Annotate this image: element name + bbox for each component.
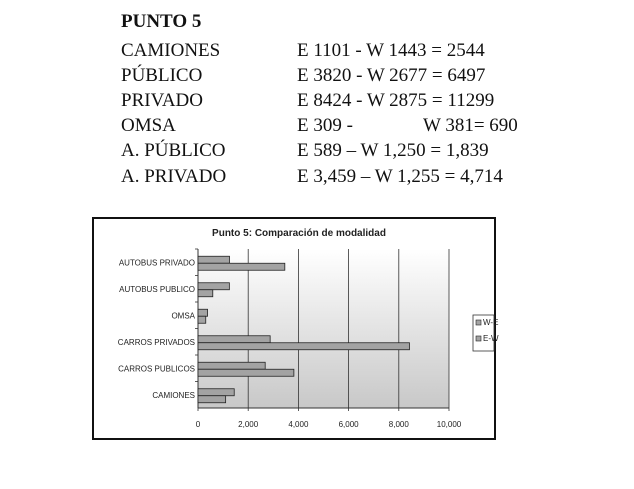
x-tick-label: 4,000	[288, 420, 309, 429]
bar-w-e	[198, 362, 265, 369]
bar-e-w	[198, 369, 294, 376]
category-label: AUTOBUS PRIVADO	[118, 258, 195, 268]
category-label: CAMIONES	[152, 390, 195, 400]
line-value: E 8424 - W 2875 = 11299	[297, 90, 495, 111]
chart-frame	[92, 217, 499, 440]
data-line	[121, 113, 601, 138]
x-tick-label: 2,000	[238, 420, 259, 429]
bar-w-e	[198, 309, 208, 316]
data-line	[121, 164, 601, 189]
x-tick-label: 10,000	[436, 420, 462, 429]
line-label: A. PÚBLICO	[121, 140, 226, 161]
data-line	[121, 63, 601, 88]
legend-label: E-W	[483, 334, 499, 343]
plot-area	[198, 249, 449, 408]
section-heading: PUNTO 5	[121, 11, 202, 32]
x-tick-label: 6,000	[338, 420, 359, 429]
x-tick-label: 0	[195, 420, 201, 429]
legend-label: W-E	[483, 318, 499, 327]
line-label: CAMIONES	[121, 40, 221, 61]
x-tick-label: 8,000	[388, 420, 409, 429]
line-value: E 3,459 – W 1,255 = 4,714	[297, 166, 503, 187]
bar-e-w	[198, 290, 213, 297]
line-value: E 3820 - W 2677 = 6497	[297, 65, 486, 86]
line-label: OMSA	[121, 115, 176, 136]
line-label: PÚBLICO	[121, 65, 203, 86]
bar-e-w	[198, 343, 409, 350]
line-value-secondary: W 381= 690	[423, 115, 518, 136]
category-label: CARROS PRIVADOS	[117, 337, 195, 347]
category-label: AUTOBUS PUBLICO	[119, 284, 195, 294]
line-value: E 309 -	[297, 115, 353, 136]
line-label: PRIVADO	[121, 90, 204, 111]
line-value: E 589 – W 1,250 = 1,839	[297, 140, 489, 161]
data-line	[121, 138, 601, 163]
legend-swatch	[476, 320, 481, 325]
bar-w-e	[198, 389, 234, 396]
line-label: A. PRIVADO	[121, 166, 227, 187]
bar-e-w	[198, 263, 285, 270]
line-value: E 1101 - W 1443 = 2544	[297, 40, 485, 61]
bar-e-w	[198, 316, 206, 323]
legend-swatch	[476, 336, 481, 341]
comparison-bar-chart	[94, 219, 499, 438]
category-label: OMSA	[171, 311, 195, 321]
data-line	[121, 38, 601, 63]
bar-w-e	[198, 283, 229, 290]
category-label: CARROS PUBLICOS	[118, 364, 195, 374]
bar-w-e	[198, 256, 230, 263]
chart-title: Punto 5: Comparación de modalidad	[212, 228, 386, 239]
bar-w-e	[198, 336, 270, 343]
bar-e-w	[198, 396, 226, 403]
data-line	[121, 88, 601, 113]
